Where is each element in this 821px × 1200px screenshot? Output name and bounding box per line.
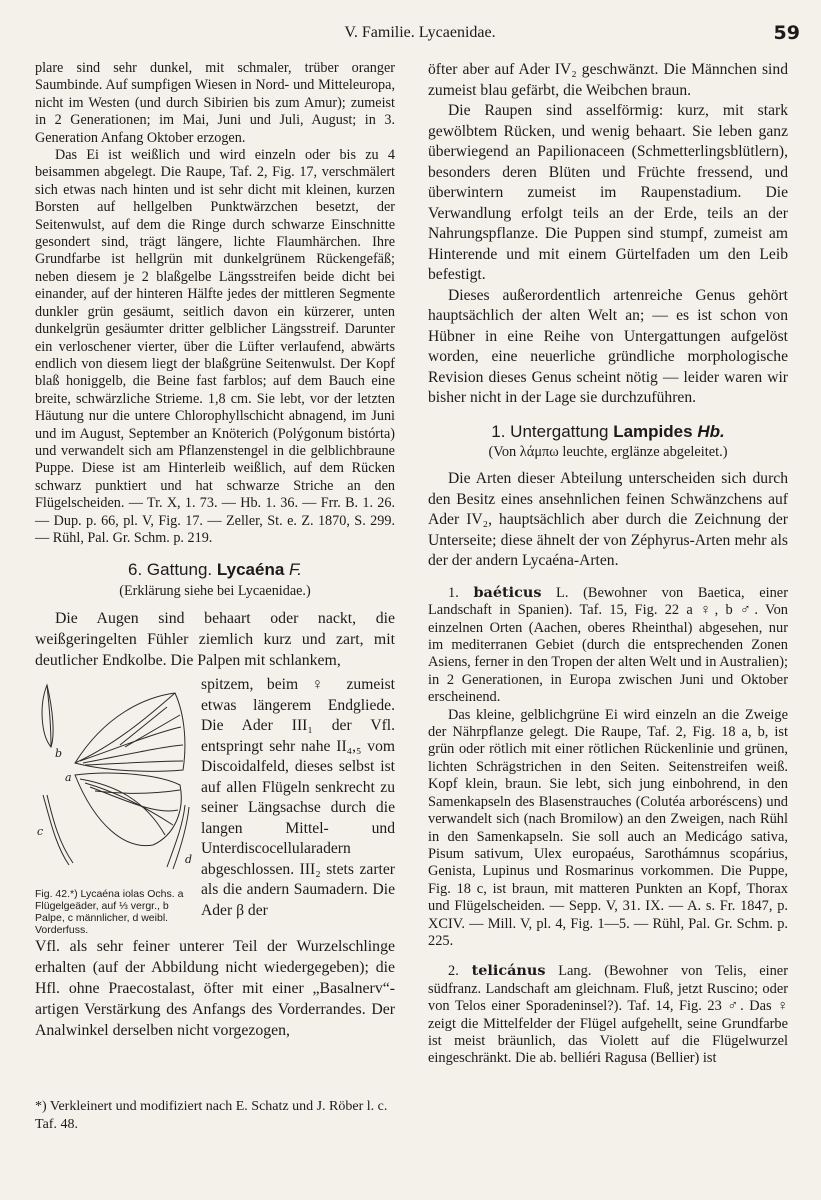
heading-genus: Lycaéna: [216, 560, 285, 580]
heading-author: F.: [289, 560, 302, 580]
entry-number: 2.: [448, 963, 459, 980]
paragraph: plare sind sehr dunkel, mit schmaler, trüber oranger Saumbinde. Auf sumpfigen Wiesen in Nord- und Mitteleuropa, nicht im Westen (und durch Sibirien bis zum Amur); zumeist in 2 Generationen; im Mai, Juni und Juli, August; in 3. Generation Anfang Oktober erzogen.: [35, 60, 395, 146]
species-entry: [428, 962, 788, 1067]
heading-prefix: 6. Gattung.: [128, 560, 213, 580]
running-head: V. Familie. Lycaenidae.: [344, 24, 496, 41]
paragraph: Die Augen sind behaart oder nackt, die weißgeringelten Fühler ziemlich kurz und zart, mit deutlicher Endkolbe. Die Palpen mit schlankem,: [35, 610, 395, 670]
left-column: [35, 60, 395, 1041]
figure-caption: Fig. 42.*) Lycaéna iolas Ochs. a Flügelgeäder, auf ⅓ vergr., b Palpe, c männlicher, d weibl. Vorderfuss.: [35, 887, 184, 936]
section-subheading: (Erklärung siehe bei Lycaenidae.): [119, 582, 311, 599]
species-name: baéticus: [473, 583, 542, 601]
paragraph: Dieses außerordentlich artenreiche Genus gehört hauptsächlich der alten Welt an; — es ist schon von Hübner in eine Reihe von Untergattungen aufgelöst worden, eine neuerliche gründliche morphologische Revision dieses Genus scheint nötig — leider waren wir bisher nicht in der Lage sie durchzuführen.: [428, 286, 788, 406]
heading-author: Hb.: [697, 421, 725, 441]
paragraph: Die Raupen sind asselförmig: kurz, mit stark gewölbtem Rücken, und wenig behaart. Sie leben ganz überwiegend an Papilionaceen (Schmetterlingsblütlern), besonders deren Blüten und Früchte fressend, und überwintern zumeist im Raupenstadium. Die Verwandlung erfolgt teils an der Erde, teils an der Nahrungspflanze. Die Puppen sind stumpf, zumeist am Hinterende und mit einem Gürtelfaden um den Leib befestigt.: [428, 102, 788, 283]
entry-text: L. (Bewohner von Baetica, einer Landschaft in Spanien). Taf. 15, Fig. 22 a ♀, b ♂. Von einzelnen Orten (Aachen, oberes Rheinthal) abgesehen, nur im mediterranen Gebiet (durch die entsprechenden Zonen Asiens, ferner in den Tropen der alten Welt und in Australien); in 2 Generationen, in Europa zwischen Juni und Oktober erscheinend.: [428, 584, 788, 706]
entry-number: 1.: [448, 584, 459, 601]
section-heading: [428, 423, 788, 440]
svg-text:c: c: [37, 825, 44, 839]
section-heading: [35, 561, 395, 578]
figure-block: [35, 675, 395, 935]
page-header: [40, 22, 800, 46]
paragraph: Vfl. als sehr feiner unterer Teil der Wurzelschlinge erhalten (auf der Abbildung nicht wiedergegeben); die Hfl. ohne Praecostalast, öfter mit einer „Basalnerv“-artigen Verstärkung des Anfangs des Vorderrandes. Der Analwinkel derselben nicht vorgezogen,: [35, 937, 395, 1039]
footnote: *) Verkleinert und modifiziert nach E. Schatz und J. Röber l. c. Taf. 48.: [35, 1099, 388, 1132]
paragraph: Die Arten dieser Abteilung unterscheiden sich durch den Besitz eines ansehnlichen feinen Schwänzchens auf Ader IV₂, hauptsächlich aber durch die Zeichnung der Unterseite; diese ähnelt der von Zéphyrus-Arten mehr als der der andern Lycaéna-Arten.: [428, 470, 788, 570]
svg-text:b: b: [55, 747, 63, 761]
wing-venation-figure: [35, 675, 195, 880]
heading-genus: Lampides: [613, 421, 693, 441]
heading-prefix: 1. Untergattung: [491, 421, 609, 441]
svg-text:d: d: [185, 853, 193, 867]
svg-text:a: a: [65, 771, 72, 785]
section-subheading: (Von λάμπω leuchte, erglänze abgeleitet.): [488, 443, 728, 460]
paragraph: öfter aber auf Ader IV₂ geschwänzt. Die Männchen sind zumeist blau gefärbt, die Weibchen braun.: [428, 61, 788, 99]
page-number: 59: [773, 22, 800, 44]
figure-side-text: spitzem, beim ♀ zumeist etwas längerem Endgliede. Die Ader III₁ der Vfl. entspringt sehr nahe II₄,₅ vom Discoidalfeld, dieses selbst ist auf allen Flügeln senkrecht zu seiner Längsachse durch die langen Mittel- und Unterdiscocellularadern abgeschlossen. III₂ stets zarter als die andern Saumadern. Die Ader β der: [201, 676, 395, 919]
entry-text: Lang. (Bewohner von Telis, einer südfranz. Landschaft am gleichnam. Fluß, jetzt Ruscino; oder von Telos einer Sporadeninsel?). Taf. 14, Fig. 23 ♂. Das ♀ zeigt die Mittelfelder der Flügel aufgehellt, seine Grundfarbe ist meist bräunlich, das Violett auf die Flügelwurzel eingeschränkt. Die ab. belliéri Ragusa (Bellier) ist: [428, 963, 788, 1067]
species-entry: [428, 584, 788, 707]
species-name: telicánus: [471, 962, 546, 980]
right-column: [428, 60, 788, 1068]
paragraph: Das kleine, gelblichgrüne Ei wird einzeln an die Zweige der Nährpflanze gelegt. Die Raupe, Taf. 2, Fig. 18 a, b, ist grün oder rötlich mit einer rötlichen Rückenlinie und grünen, lichten Schrägstrichen in den Seiten. Seitenstreifen weiß. Kopf klein, braun. Sie lebt, sich jung einbohrend, in den Samenkapseln des Blasenstrauches (Colutéa arboréscens) und verwandelt sich (nach Bromilow) an den Zweigen, nach Rühl in den Samenkapseln. Sie soll auch an Medicágo sativa, Pisum sativum, Ulex europaéus, Sarothámnus scopárius, Genista, Lupinus und Rosmarinus vorkommen. Die Puppe, Fig. 18 c, ist braun, mit matteren Punkten an Kopf, Thorax und Flügelscheiden. — Sepp. V, 31. IX. — A. s. Fr. 1847, p. XCIV. — Mill. V, pl. 4, Fig. 1—5. — Rühl, Pal. Gr. Schm. p. 225.: [428, 706, 788, 949]
paragraph: Das Ei ist weißlich und wird einzeln oder bis zu 4 beisammen abgelegt. Die Raupe, Taf. 2, Fig. 17, verschmälert sich etwas nach hinten und ist sehr dicht mit kleinen, kurzen Borsten auf hellgelben Punktwärzchen besetzt, der Seitenwulst, auf dem die Ringe durch schwarze Einschnitte gesondert sind, trägt längere, lichte Flaumhärchen. Ihre Grundfarbe ist hellgrün mit dunkelgrünem Rückengefäß; neben diesem je 2 blaßgelbe Längsstreifen beide dicht bei einander, auf der hinteren Hälfte jedes der mittleren Segmente dunkler grün gesäumt, seitlich davon ein kürzerer, unten dunkelgrün gesäumter dritter gelblicher Längsstreif. Darunter ein verloschener vierter, über die Lüfter verlaufend, abwärts endlich von diesem liegt der blaßgrüne Seitenwulst. Der Kopf blaß honiggelb, die Beine fast farblos; auf dem Bauch eine breite, schwärzliche Strieme. 1,8 cm. Sie lebt, vor der letzten Häutung nur die untere Chlorophyllschicht abnagend, im Juni und im August, September an Knöterich (Polýgonum bistórta) und verwandelt sich am Pflanzenstengel in die gelblichbraune Puppe. Diese ist am Hinterleib weißlich, auf dem Rücken schwarz punktiert und hat schwarze Striche an den Flügelscheiden. — Tr. X, 1. 73. — Hb. 1. 36. — Frr. B. 1. 26. — Dup. p. 66, pl. V, Fig. 17. — Zeller, St. e. Z. 1870, S. 299. — Rühl, Pal. Gr. Schm. p. 219.: [35, 147, 395, 546]
figure: [35, 675, 195, 935]
